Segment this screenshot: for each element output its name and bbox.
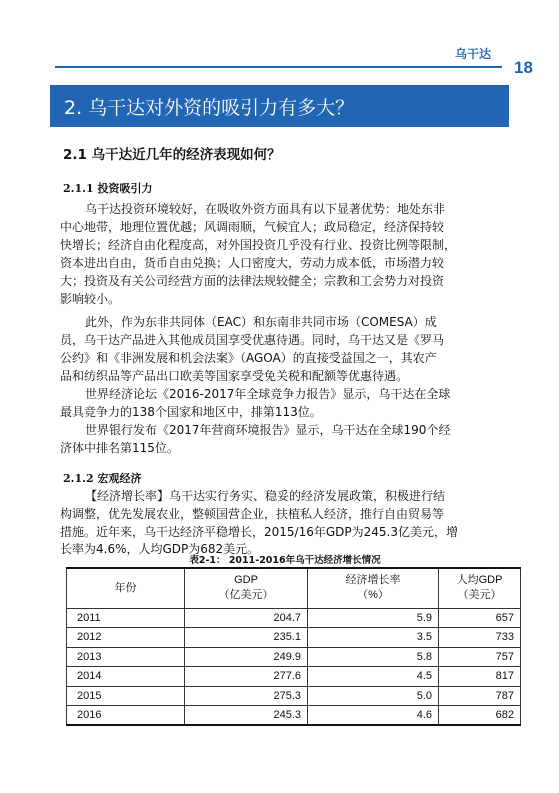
gdp-table xyxy=(66,567,521,726)
cell-per-capita: 657 xyxy=(439,608,521,628)
cell-per-capita: 817 xyxy=(439,667,521,687)
header-growth-label: 经济增长率 xyxy=(345,574,401,587)
text-line: 大；投资及有关公司经营方面的法律法规较健全；宗教和工会势力对投资 xyxy=(60,274,445,288)
cell-gdp: 249.9 xyxy=(185,647,308,667)
text-line: 资本进出自由，货币自由兑换；人口密度大，劳动力成本低，市场潜力较 xyxy=(60,256,445,270)
text-line: 世界经济论坛《2016-2017年全球竞争力报告》显示，乌干达在全球 xyxy=(85,387,451,401)
table-row xyxy=(67,667,521,687)
cell-per-capita: 757 xyxy=(439,647,521,667)
cell-year: 2016 xyxy=(67,706,185,726)
text-line: 构调整，优先发展农业，整顿国营企业，扶植私人经济，推行自由贸易等 xyxy=(60,507,445,521)
text-line: 乌干达投资环境较好，在吸收外资方面具有以下显著优势：地处东非 xyxy=(85,202,446,216)
cell-gdp: 245.3 xyxy=(185,706,308,726)
table-row xyxy=(67,647,521,667)
cell-per-capita: 787 xyxy=(439,686,521,706)
table-row xyxy=(67,608,521,628)
header-growth xyxy=(308,568,439,608)
text-line: 措施。近年来，乌干达经济平稳增长，2015/16年GDP为245.3亿美元，增 xyxy=(60,525,458,539)
text-line: 公约》和《非洲发展和机会法案》（AGOA）的直接受益国之一，其农产 xyxy=(60,351,437,365)
text-line: 此外，作为东非共同体（EAC）和东南非共同市场（COMESA）成 xyxy=(85,315,437,329)
cell-growth: 5.0 xyxy=(308,686,439,706)
cell-growth: 4.6 xyxy=(308,706,439,726)
cell-gdp: 277.6 xyxy=(185,667,308,687)
table-header-row xyxy=(67,568,521,608)
text-line: 【经济增长率】乌干达实行务实、稳妥的经济发展政策，积极进行结 xyxy=(85,489,446,503)
text-line: 世界银行发布《2017年营商环境报告》显示，乌干达在全球190个经 xyxy=(85,423,451,437)
cell-gdp: 275.3 xyxy=(185,686,308,706)
text-line: 影响较小。 xyxy=(60,292,121,306)
header-rule xyxy=(55,66,502,68)
text-line: 济体中排名第115位。 xyxy=(60,441,179,455)
chapter-banner xyxy=(50,85,509,127)
cell-growth: 5.9 xyxy=(308,608,439,628)
cell-per-capita: 682 xyxy=(439,706,521,726)
cell-per-capita: 733 xyxy=(439,628,521,648)
text-line: 快增长；经济自由化程度高，对外国投资几乎没有行业、投资比例等限制， xyxy=(60,238,457,252)
header-per-capita-unit: （美元） xyxy=(457,589,502,602)
page-number: 18 xyxy=(514,58,533,77)
header-year: 年份 xyxy=(67,568,185,608)
text-line: 中心地带，地理位置优越；风调雨顺，气候宜人；政局稳定，经济保持较 xyxy=(60,220,445,234)
cell-growth: 4.5 xyxy=(308,667,439,687)
cell-gdp: 204.7 xyxy=(185,608,308,628)
table-row xyxy=(67,706,521,726)
text-line: 品和纺织品等产品出口欧美等国家享受免关税和配额等优惠待遇。 xyxy=(60,369,409,383)
cell-growth: 3.5 xyxy=(308,628,439,648)
header-growth-unit: （%） xyxy=(357,589,389,602)
cell-year: 2013 xyxy=(67,647,185,667)
cell-gdp: 235.1 xyxy=(185,628,308,648)
table-row xyxy=(67,686,521,706)
text-line: 长率为4.6%，人均GDP为682美元。 xyxy=(60,542,260,556)
text-line: 最具竞争力的138个国家和地区中，排第113位。 xyxy=(60,405,322,419)
header-per-capita xyxy=(439,568,521,608)
text-line: 员，乌干达产品进入其他成员国享受优惠待遇。同时，乌干达又是《罗马 xyxy=(60,333,445,347)
cell-year: 2011 xyxy=(67,608,185,628)
subsection-title-macro: 2.1.2 宏观经济 xyxy=(63,472,142,485)
cell-growth: 5.8 xyxy=(308,647,439,667)
subsection-title-investment: 2.1.1 投资吸引力 xyxy=(63,182,153,195)
chapter-title: 2. 乌干达对外资的吸引力有多大？ xyxy=(64,97,355,119)
header-country-label: 乌干达 xyxy=(455,47,492,61)
cell-year: 2012 xyxy=(67,628,185,648)
header-per-capita-label: 人均GDP xyxy=(456,574,503,587)
header-gdp-unit: （亿美元） xyxy=(218,589,274,602)
section-title: 2.1 乌干达近几年的经济表现如何？ xyxy=(63,147,281,163)
cell-year: 2015 xyxy=(67,686,185,706)
table-caption: 表2-1： 2011-2016年乌干达经济增长情况 xyxy=(189,555,381,566)
header-gdp xyxy=(185,568,308,608)
header-gdp-label: GDP xyxy=(234,574,258,587)
table-row xyxy=(67,628,521,648)
cell-year: 2014 xyxy=(67,667,185,687)
